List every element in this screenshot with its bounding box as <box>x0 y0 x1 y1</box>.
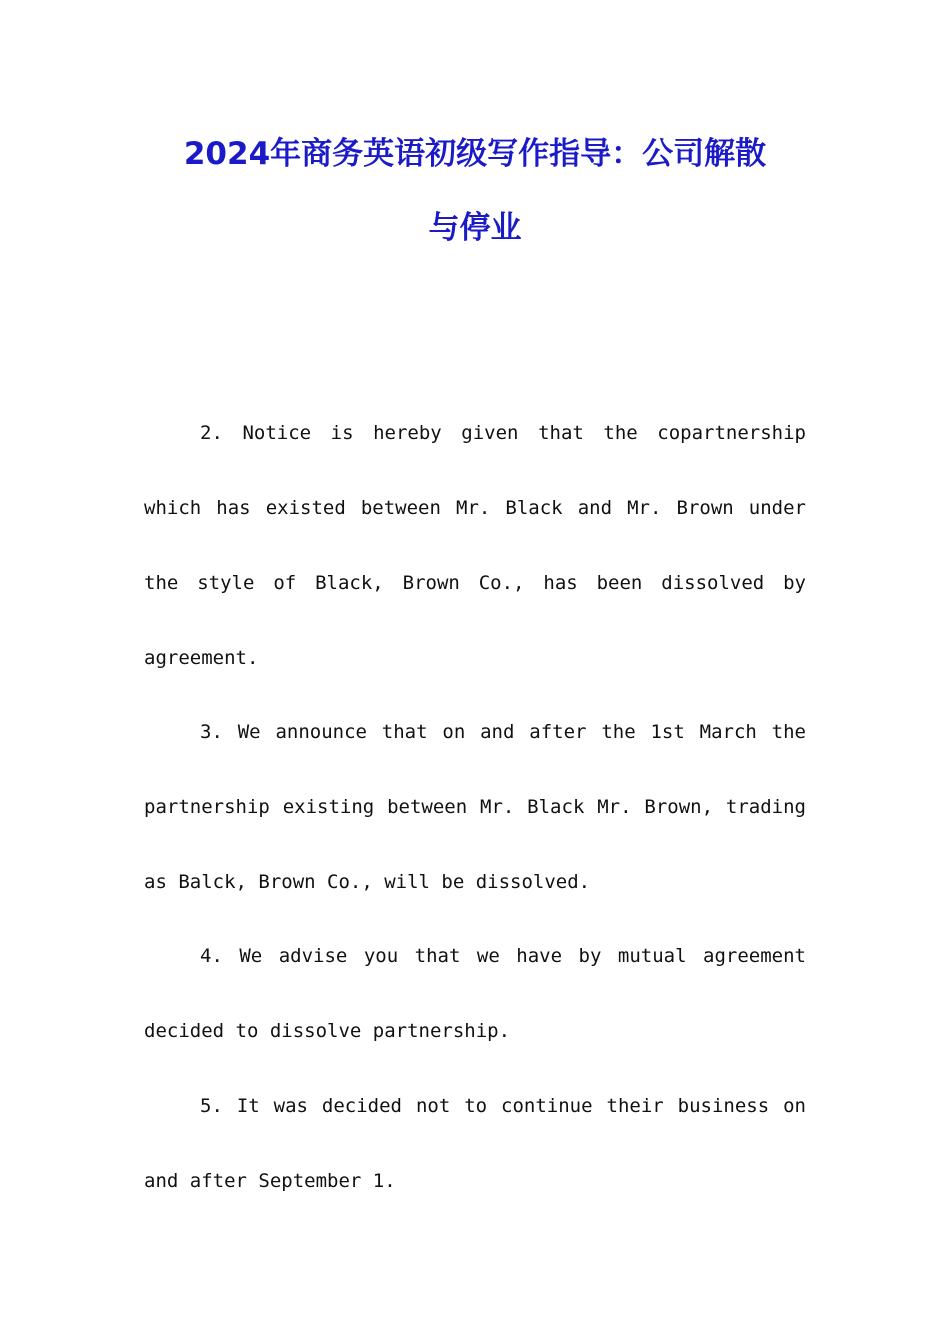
document-title-line-1: 2024年商务英语初级写作指导：公司解散 <box>183 136 767 172</box>
paragraph-item-3: 3. We announce that on and after the 1st March the partnership existing between Mr. Black Mr. Brown, trading as Balck, Brown Co., will be dissolved. <box>144 721 806 893</box>
document-title-line-2: 与停业 <box>428 210 522 246</box>
paragraph-item-5: 5. It was decided not to continue their business on and after September 1. <box>144 1095 806 1192</box>
paragraph-item-2: 2. Notice is hereby given that the copartnership which has existed between Mr. Black and Mr. Brown under the style of Black, Brown Co., has been dissolved by agreement. <box>144 422 806 669</box>
paragraph-item-4: 4. We advise you that we have by mutual agreement decided to dissolve partnership. <box>144 945 806 1042</box>
